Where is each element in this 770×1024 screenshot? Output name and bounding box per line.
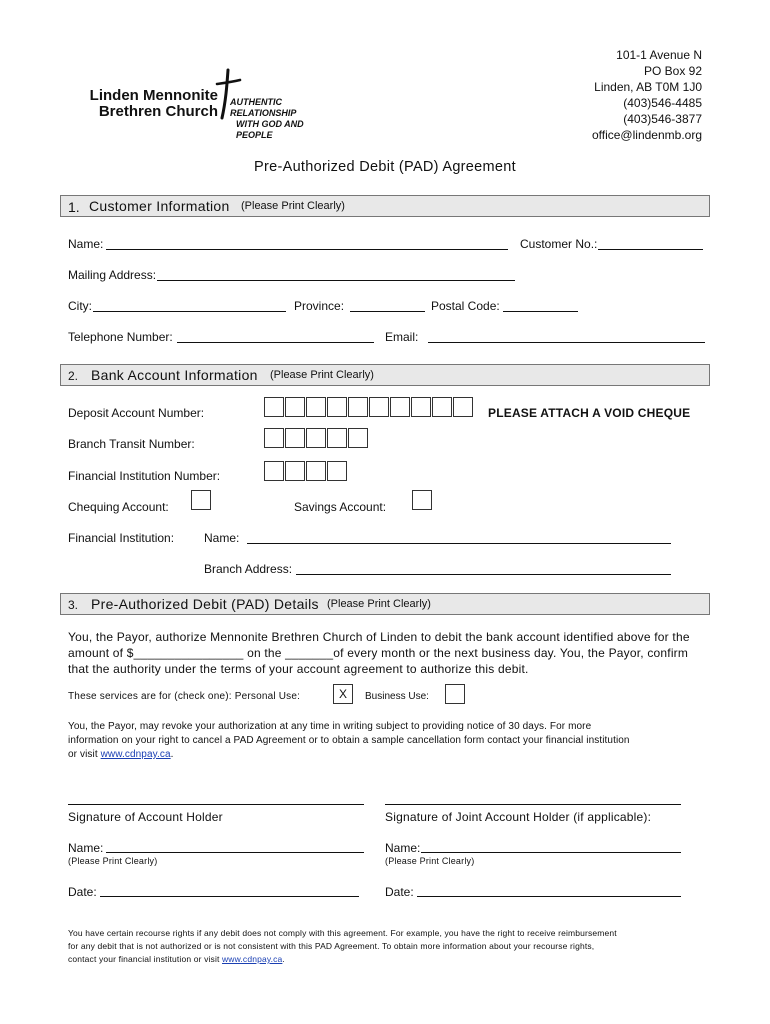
footer-cdnpay-link[interactable]: www.cdnpay.ca	[222, 954, 283, 964]
joint-signature-label: Signature of Joint Account Holder (if applicable):	[385, 810, 652, 824]
section3-heading: Pre-Authorized Debit (PAD) Details	[91, 596, 319, 612]
business-use-checkbox[interactable]	[445, 684, 465, 704]
authorization-line3: that the authority under the terms of your account agreement to authorize this debit.	[68, 662, 529, 676]
revoke-line3-prefix: or visit	[68, 749, 101, 760]
void-cheque-note: PLEASE ATTACH A VOID CHEQUE	[488, 406, 691, 420]
email-field[interactable]	[428, 342, 705, 343]
section2-number: 2.	[68, 369, 79, 383]
branch-address-label: Branch Address:	[204, 562, 293, 576]
address-line2: PO Box 92	[643, 64, 702, 78]
revoke-line2: information on your right to cancel a PAD Agreement or to obtain a sample cancellation form contact your financial institution	[68, 735, 630, 746]
financial-institution-label: Financial Institution:	[68, 531, 175, 545]
address-phone1: (403)546-4485	[623, 96, 702, 110]
mailing-address-label: Mailing Address:	[68, 268, 157, 282]
chequing-checkbox[interactable]	[191, 490, 211, 510]
page-title: Pre-Authorized Debit (PAD) Agreement	[254, 159, 516, 175]
customer-no-field[interactable]	[598, 249, 703, 250]
address-line1: 101-1 Avenue N	[616, 48, 702, 62]
revoke-line3-suffix: .	[170, 749, 174, 760]
holder-date-field[interactable]	[100, 896, 359, 897]
church-address	[592, 47, 702, 143]
deposit-account-label: Deposit Account Number:	[68, 406, 205, 420]
joint-date-field[interactable]	[417, 896, 681, 897]
holder-signature-label: Signature of Account Holder	[68, 810, 223, 824]
section3-header	[60, 593, 710, 615]
chequing-label: Chequing Account:	[68, 500, 169, 514]
section1-heading: Customer Information	[89, 198, 230, 214]
name-label: Name:	[68, 237, 104, 251]
logo-name-line2: Brethren Church	[98, 103, 218, 120]
holder-date-label: Date:	[68, 885, 97, 899]
personal-use-mark: X	[338, 687, 347, 701]
institution-name-field[interactable]	[247, 543, 671, 544]
joint-signature-line[interactable]	[385, 804, 681, 805]
customer-no-label: Customer No.:	[520, 237, 598, 251]
section1-number: 1.	[68, 199, 80, 215]
telephone-label: Telephone Number:	[68, 330, 173, 344]
joint-name-field[interactable]	[421, 852, 681, 853]
postal-code-field[interactable]	[503, 311, 578, 312]
savings-checkbox[interactable]	[412, 490, 432, 510]
authorization-line1: You, the Payor, authorize Mennonite Brethren Church of Linden to debit the bank account identified above for the	[68, 630, 690, 644]
joint-print-note: (Please Print Clearly)	[385, 856, 475, 866]
cdnpay-link[interactable]: www.cdnpay.ca	[100, 749, 171, 760]
authorization-line2: amount of $________________ on the _______of every month or the next business day. You, the Payor, confirm	[68, 646, 689, 660]
logo-tagline-line2: WITH GOD AND PEOPLE	[236, 119, 304, 140]
postal-code-label: Postal Code:	[431, 299, 500, 313]
address-email: office@lindenmb.org	[591, 128, 702, 142]
savings-label: Savings Account:	[294, 500, 387, 514]
authorization-paragraph	[68, 629, 708, 677]
holder-name-label: Name:	[68, 841, 104, 855]
institution-number-label: Financial Institution Number:	[68, 469, 221, 483]
section3-number: 3.	[68, 598, 79, 612]
church-logo	[78, 48, 328, 140]
section2-header	[60, 364, 710, 386]
holder-print-note: (Please Print Clearly)	[68, 856, 158, 866]
section2-note: (Please Print Clearly)	[270, 369, 374, 381]
mailing-address-field[interactable]	[157, 280, 515, 281]
personal-use-checkbox[interactable]	[333, 684, 353, 704]
footer-line3-suffix: .	[282, 954, 285, 964]
services-label: These services are for (check one): Personal Use:	[68, 691, 301, 702]
section1-note: (Please Print Clearly)	[241, 200, 345, 212]
footer-line3-prefix: contact your financial institution or visit	[68, 954, 223, 964]
logo-tagline-line1: AUTHENTIC RELATIONSHIP	[230, 97, 297, 118]
address-line3: Linden, AB T0M 1J0	[594, 80, 702, 94]
section2-heading: Bank Account Information	[91, 367, 258, 383]
footer-line1: You have certain recourse rights if any debit does not comply with this agreement. For example, you have the right to receive reimbursement	[68, 928, 617, 938]
province-field[interactable]	[350, 311, 425, 312]
province-label: Province:	[294, 299, 345, 313]
holder-signature-line[interactable]	[68, 804, 364, 805]
city-label: City:	[68, 299, 92, 313]
revoke-paragraph	[68, 720, 708, 762]
logo-name-line1: Linden Mennonite	[89, 87, 218, 104]
email-label: Email:	[385, 330, 419, 344]
section1-header	[60, 195, 710, 217]
business-use-label: Business Use:	[365, 691, 429, 702]
branch-address-field[interactable]	[296, 574, 671, 575]
address-phone2: (403)546-3877	[623, 112, 702, 126]
name-field[interactable]	[106, 249, 508, 250]
telephone-field[interactable]	[177, 342, 374, 343]
branch-transit-label: Branch Transit Number:	[68, 437, 195, 451]
recourse-footer	[68, 927, 718, 966]
joint-date-label: Date:	[385, 885, 414, 899]
holder-name-field[interactable]	[106, 852, 364, 853]
footer-line2: for any debit that is not authorized or is not consistent with this PAD Agreement. To obtain more information about your recourse rights,	[68, 941, 595, 951]
institution-name-label: Name:	[204, 531, 240, 545]
city-field[interactable]	[93, 311, 286, 312]
revoke-line1: You, the Payor, may revoke your authorization at any time in writing subject to providing notice of 30 days. For more	[68, 721, 592, 732]
section3-note: (Please Print Clearly)	[327, 598, 431, 610]
joint-name-label: Name:	[385, 841, 421, 855]
